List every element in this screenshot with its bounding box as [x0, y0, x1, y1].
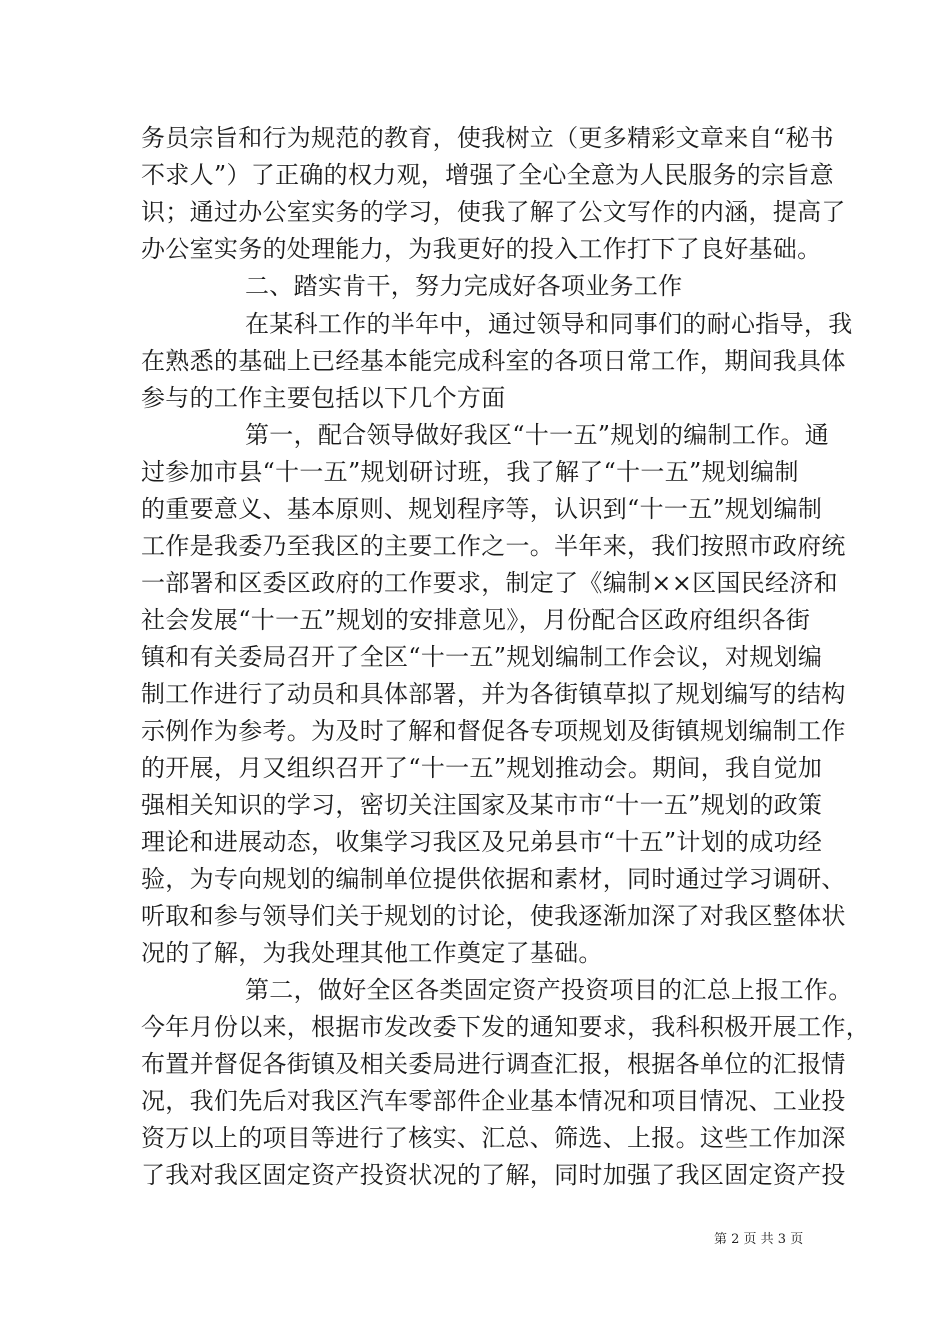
paragraph-first-line: 第一，配合领导做好我区“十一五”规划的编制工作。通 — [245, 421, 830, 449]
body-text-line: 过参加市县“十一五”规划研讨班，我了解了“十一五”规划编制 — [141, 458, 799, 486]
paragraph-first-line: 第二，做好全区各类固定资产投资项目的汇总上报工作。 — [245, 976, 853, 1004]
page-number-footer: 第 2 页 共 3 页 — [714, 1232, 804, 1247]
body-text-line: 一部署和区委区政府的工作要求，制定了《编制××区国民经济和 — [141, 569, 838, 597]
body-text-line: 不求人”）了正确的权力观，增强了全心全意为人民服务的宗旨意 — [141, 161, 834, 189]
body-text-line: 识；通过办公室实务的学习，使我了解了公文写作的内涵，提高了 — [141, 198, 846, 226]
body-text-line: 示例作为参考。为及时了解和督促各专项规划及街镇规划编制工作 — [141, 717, 846, 745]
body-text-line: 工作是我委乃至我区的主要工作之一。半年来，我们按照市政府统 — [141, 532, 846, 560]
body-text-line: 资万以上的项目等进行了核实、汇总、筛选、上报。这些工作加深 — [141, 1124, 846, 1152]
body-text-line: 听取和参与领导们关于规划的讨论，使我逐渐加深了对我区整体状 — [141, 902, 846, 930]
body-text-line: 验，为专向规划的编制单位提供依据和素材，同时通过学习调研、 — [141, 865, 846, 893]
body-text-line: 今年月份以来，根据市发改委下发的通知要求，我科积极开展工作， — [141, 1013, 870, 1041]
body-text-line: 强相关知识的学习，密切关注国家及某市市“十一五”规划的政策 — [141, 791, 823, 819]
body-text-line: 的重要意义、基本原则、规划程序等，认识到“十一五”规划编制 — [141, 495, 823, 523]
body-text-line: 况，我们先后对我区汽车零部件企业基本情况和项目情况、工业投 — [141, 1087, 846, 1115]
body-text-line: 在熟悉的基础上已经基本能完成科室的各项日常工作，期间我具体 — [141, 347, 846, 375]
body-text-line: 制工作进行了动员和具体部署，并为各街镇草拟了规划编写的结构 — [141, 680, 846, 708]
body-text-line: 参与的工作主要包括以下几个方面 — [141, 384, 506, 412]
body-text-line: 布置并督促各街镇及相关委局进行调查汇报，根据各单位的汇报情 — [141, 1050, 846, 1078]
body-text-line: 况的了解，为我处理其他工作奠定了基础。 — [141, 939, 603, 967]
body-text-line: 的开展，月又组织召开了“十一五”规划推动会。期间，我自觉加 — [141, 754, 823, 782]
body-text-line: 办公室实务的处理能力，为我更好的投入工作打下了良好基础。 — [141, 235, 822, 263]
body-text-line: 理论和进展动态，收集学习我区及兄弟县市“十五”计划的成功经 — [141, 828, 823, 856]
paragraph-first-line: 在某科工作的半年中，通过领导和同事们的耐心指导，我 — [245, 310, 853, 338]
body-text-line: 社会发展“十一五”规划的安排意见》，月份配合区政府组织各街 — [141, 606, 811, 634]
body-text-line: 镇和有关委局召开了全区“十一五”规划编制工作会议，对规划编 — [141, 643, 823, 671]
body-text-line: 了我对我区固定资产投资状况的了解，同时加强了我区固定资产投 — [141, 1161, 846, 1189]
body-text-line: 务员宗旨和行为规范的教育，使我树立（更多精彩文章来自“秘书 — [141, 124, 834, 152]
section-heading: 二、踏实肯干，努力完成好各项业务工作 — [245, 272, 683, 300]
